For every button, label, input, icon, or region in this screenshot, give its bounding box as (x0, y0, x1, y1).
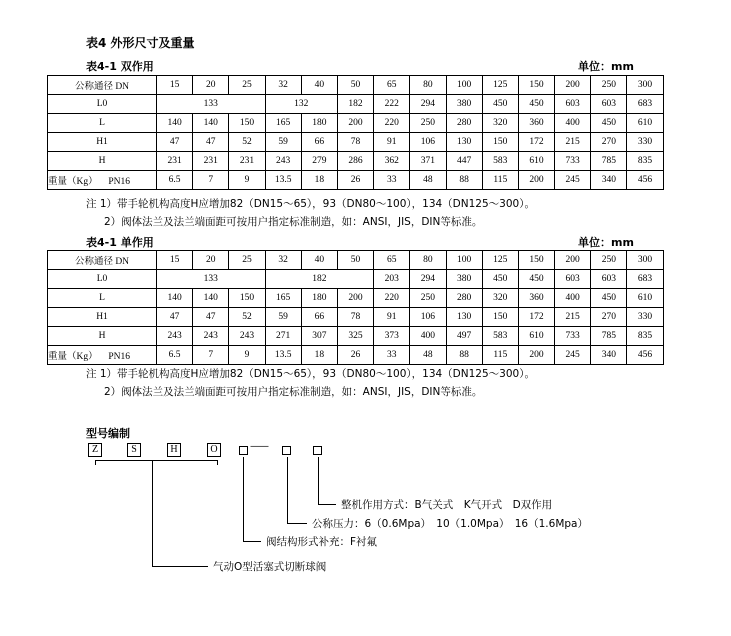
cell: 13.5 (265, 171, 301, 190)
cell: 7 (193, 346, 229, 365)
cell: 7 (193, 171, 229, 190)
cell: 150 (518, 76, 554, 95)
cell: 835 (627, 327, 663, 346)
cell: 330 (627, 308, 663, 327)
cell: 50 (337, 251, 373, 270)
cell: 325 (337, 327, 373, 346)
cell: 48 (410, 171, 446, 190)
cell: 100 (446, 76, 482, 95)
cell: 50 (337, 76, 373, 95)
cell: 270 (591, 308, 627, 327)
cell: 47 (193, 133, 229, 152)
cell: 133 (157, 270, 266, 289)
leader-line (152, 566, 208, 567)
main-title: 表4 外形尺寸及重量 (86, 36, 195, 50)
cell: 733 (555, 152, 591, 171)
cell: 100 (446, 251, 482, 270)
cell: 250 (410, 114, 446, 133)
cell: 456 (627, 346, 663, 365)
cell: 150 (229, 114, 265, 133)
row-label (48, 171, 157, 190)
table-row (48, 346, 664, 365)
cell: 40 (301, 76, 337, 95)
cell: 88 (446, 171, 482, 190)
table-row (48, 289, 664, 308)
cell: 603 (591, 270, 627, 289)
cell: 243 (229, 327, 265, 346)
pn-label: PN16 (108, 177, 131, 187)
cell: 231 (229, 152, 265, 171)
cell: 400 (555, 114, 591, 133)
cell: 47 (193, 308, 229, 327)
cell: 200 (337, 289, 373, 308)
cell: 66 (301, 133, 337, 152)
row-label: H1 (48, 133, 157, 152)
cell: 610 (627, 289, 663, 308)
callout-structure: 阀结构形式补充：F衬氟 (266, 536, 378, 548)
cell: 447 (446, 152, 482, 171)
cell: 300 (627, 76, 663, 95)
cell: 243 (265, 152, 301, 171)
cell: 280 (446, 289, 482, 308)
placeholder-box-action (313, 446, 322, 455)
leader-line (243, 541, 261, 542)
cell: 115 (482, 346, 518, 365)
model-title: 型号编制 (86, 427, 130, 440)
table-row (48, 152, 664, 171)
cell: 785 (591, 152, 627, 171)
cell: 294 (410, 270, 446, 289)
cell: 200 (518, 171, 554, 190)
cell: 220 (374, 289, 410, 308)
table1-note-1: 注 1）带手轮机构高度H应增加82（DN15～65），93（DN80～100），134（DN125～300）。 (86, 198, 535, 210)
weight-label: 重量（Kg） (48, 352, 98, 362)
cell: 180 (301, 289, 337, 308)
dash-separator: —— (250, 441, 268, 452)
cell: 78 (337, 133, 373, 152)
cell: 6.5 (157, 171, 193, 190)
table2-note-1: 注 1）带手轮机构高度H应增加82（DN15～65），93（DN80～100），134（DN125～300）。 (86, 368, 535, 380)
cell: 26 (337, 346, 373, 365)
cell: 583 (482, 327, 518, 346)
cell: 243 (193, 327, 229, 346)
row-label: L0 (48, 270, 157, 289)
cell: 125 (482, 76, 518, 95)
cell: 40 (301, 251, 337, 270)
leader-line (287, 457, 288, 523)
cell: 320 (482, 114, 518, 133)
cell: 294 (410, 95, 446, 114)
leader-line (243, 457, 244, 541)
cell: 450 (518, 270, 554, 289)
cell: 340 (591, 171, 627, 190)
cell: 243 (157, 327, 193, 346)
cell: 26 (337, 171, 373, 190)
row-label: 公称通径 DN (48, 251, 157, 270)
cell: 25 (229, 251, 265, 270)
row-label: H (48, 152, 157, 171)
pn-label: PN16 (108, 352, 131, 362)
cell: 80 (410, 251, 446, 270)
cell: 133 (157, 95, 266, 114)
cell: 9 (229, 346, 265, 365)
cell: 245 (555, 346, 591, 365)
cell: 25 (229, 76, 265, 95)
cell: 18 (301, 346, 337, 365)
bracket-line (95, 460, 218, 461)
cell: 362 (374, 152, 410, 171)
cell: 307 (301, 327, 337, 346)
cell: 15 (157, 251, 193, 270)
bracket-line (217, 460, 218, 465)
cell: 182 (265, 270, 374, 289)
table-row (48, 251, 664, 270)
cell: 450 (482, 95, 518, 114)
leader-line (287, 523, 307, 524)
cell: 603 (555, 270, 591, 289)
cell: 610 (518, 327, 554, 346)
cell: 280 (446, 114, 482, 133)
cell: 88 (446, 346, 482, 365)
leader-line (318, 504, 336, 505)
cell: 165 (265, 289, 301, 308)
cell: 450 (482, 270, 518, 289)
cell: 91 (374, 308, 410, 327)
cell: 80 (410, 76, 446, 95)
table1-note-2: 2）阀体法兰及法兰端面距可按用户指定标准制造，如：ANSI，JIS，DIN等标准。 (104, 216, 483, 228)
table-row (48, 270, 664, 289)
cell: 603 (591, 95, 627, 114)
cell: 15 (157, 76, 193, 95)
placeholder-box-pressure (282, 446, 291, 455)
cell: 450 (591, 114, 627, 133)
cell: 47 (157, 308, 193, 327)
cell: 47 (157, 133, 193, 152)
row-label: L (48, 114, 157, 133)
cell: 330 (627, 133, 663, 152)
cell: 360 (518, 289, 554, 308)
cell: 52 (229, 133, 265, 152)
cell: 683 (627, 270, 663, 289)
cell: 33 (374, 171, 410, 190)
row-label: L (48, 289, 157, 308)
cell: 59 (265, 133, 301, 152)
cell: 380 (446, 270, 482, 289)
row-label: H (48, 327, 157, 346)
cell: 215 (555, 133, 591, 152)
cell: 231 (193, 152, 229, 171)
leader-line (152, 460, 153, 566)
cell: 300 (627, 251, 663, 270)
cell: 222 (374, 95, 410, 114)
cell: 48 (410, 346, 446, 365)
callout-action-mode: 整机作用方式：B气关式 K气开式 D双作用 (341, 499, 553, 511)
cell: 200 (555, 251, 591, 270)
table1-unit-label: 单位：mm (578, 60, 634, 73)
cell: 220 (374, 114, 410, 133)
cell: 125 (482, 251, 518, 270)
placeholder-box-structure (239, 446, 248, 455)
bracket-line (95, 460, 96, 465)
cell: 9 (229, 171, 265, 190)
cell: 52 (229, 308, 265, 327)
cell: 115 (482, 171, 518, 190)
cell: 6.5 (157, 346, 193, 365)
cell: 13.5 (265, 346, 301, 365)
code-box-o: O (207, 443, 221, 457)
cell: 450 (518, 95, 554, 114)
weight-label: 重量（Kg） (48, 177, 98, 187)
cell: 33 (374, 346, 410, 365)
leader-line (318, 457, 319, 504)
cell: 20 (193, 251, 229, 270)
cell: 180 (301, 114, 337, 133)
cell: 603 (555, 95, 591, 114)
cell: 497 (446, 327, 482, 346)
cell: 200 (555, 76, 591, 95)
cell: 250 (591, 251, 627, 270)
cell: 320 (482, 289, 518, 308)
cell: 130 (446, 308, 482, 327)
cell: 271 (265, 327, 301, 346)
cell: 215 (555, 308, 591, 327)
table2-subtitle: 表4-1 单作用 (86, 236, 154, 249)
table2-unit-label: 单位：mm (578, 236, 634, 249)
table2-note-2: 2）阀体法兰及法兰端面距可按用户指定标准制造，如：ANSI，JIS，DIN等标准。 (104, 386, 483, 398)
table-row (48, 133, 664, 152)
table-row (48, 171, 664, 190)
cell: 785 (591, 327, 627, 346)
code-box-s: S (127, 443, 141, 457)
table-row (48, 327, 664, 346)
row-label: H1 (48, 308, 157, 327)
cell: 583 (482, 152, 518, 171)
cell: 340 (591, 346, 627, 365)
cell: 203 (374, 270, 410, 289)
cell: 106 (410, 133, 446, 152)
cell: 733 (555, 327, 591, 346)
table-row (48, 76, 664, 95)
cell: 371 (410, 152, 446, 171)
cell: 450 (591, 289, 627, 308)
cell: 610 (518, 152, 554, 171)
cell: 172 (518, 133, 554, 152)
cell: 150 (229, 289, 265, 308)
cell: 360 (518, 114, 554, 133)
cell: 286 (337, 152, 373, 171)
row-label: 公称通径 DN (48, 76, 157, 95)
cell: 150 (482, 308, 518, 327)
cell: 150 (518, 251, 554, 270)
table-row (48, 114, 664, 133)
cell: 231 (157, 152, 193, 171)
cell: 32 (265, 251, 301, 270)
cell: 78 (337, 308, 373, 327)
cell: 400 (555, 289, 591, 308)
cell: 59 (265, 308, 301, 327)
cell: 250 (591, 76, 627, 95)
row-label (48, 346, 157, 365)
cell: 279 (301, 152, 337, 171)
table1-subtitle: 表4-1 双作用 (86, 60, 154, 73)
table-row (48, 308, 664, 327)
cell: 140 (193, 114, 229, 133)
cell: 270 (591, 133, 627, 152)
cell: 380 (446, 95, 482, 114)
cell: 132 (265, 95, 337, 114)
table-row (48, 95, 664, 114)
cell: 150 (482, 133, 518, 152)
cell: 165 (265, 114, 301, 133)
cell: 200 (518, 346, 554, 365)
cell: 91 (374, 133, 410, 152)
cell: 835 (627, 152, 663, 171)
row-label: L0 (48, 95, 157, 114)
cell: 610 (627, 114, 663, 133)
cell: 456 (627, 171, 663, 190)
cell: 65 (374, 76, 410, 95)
cell: 18 (301, 171, 337, 190)
cell: 683 (627, 95, 663, 114)
cell: 140 (157, 289, 193, 308)
cell: 182 (337, 95, 373, 114)
cell: 200 (337, 114, 373, 133)
code-box-h: H (167, 443, 181, 457)
cell: 400 (410, 327, 446, 346)
cell: 373 (374, 327, 410, 346)
cell: 66 (301, 308, 337, 327)
callout-product-name: 气动O型活塞式切断球阀 (213, 561, 327, 573)
cell: 140 (193, 289, 229, 308)
cell: 106 (410, 308, 446, 327)
table1-spec-table (47, 75, 664, 190)
cell: 172 (518, 308, 554, 327)
table2-spec-table (47, 250, 664, 365)
code-box-z: Z (88, 443, 102, 457)
cell: 250 (410, 289, 446, 308)
cell: 32 (265, 76, 301, 95)
cell: 245 (555, 171, 591, 190)
cell: 20 (193, 76, 229, 95)
callout-pressure: 公称压力：6（0.6Mpa） 10（1.0Mpa） 16（1.6Mpa） (312, 518, 588, 530)
cell: 130 (446, 133, 482, 152)
cell: 65 (374, 251, 410, 270)
cell: 140 (157, 114, 193, 133)
